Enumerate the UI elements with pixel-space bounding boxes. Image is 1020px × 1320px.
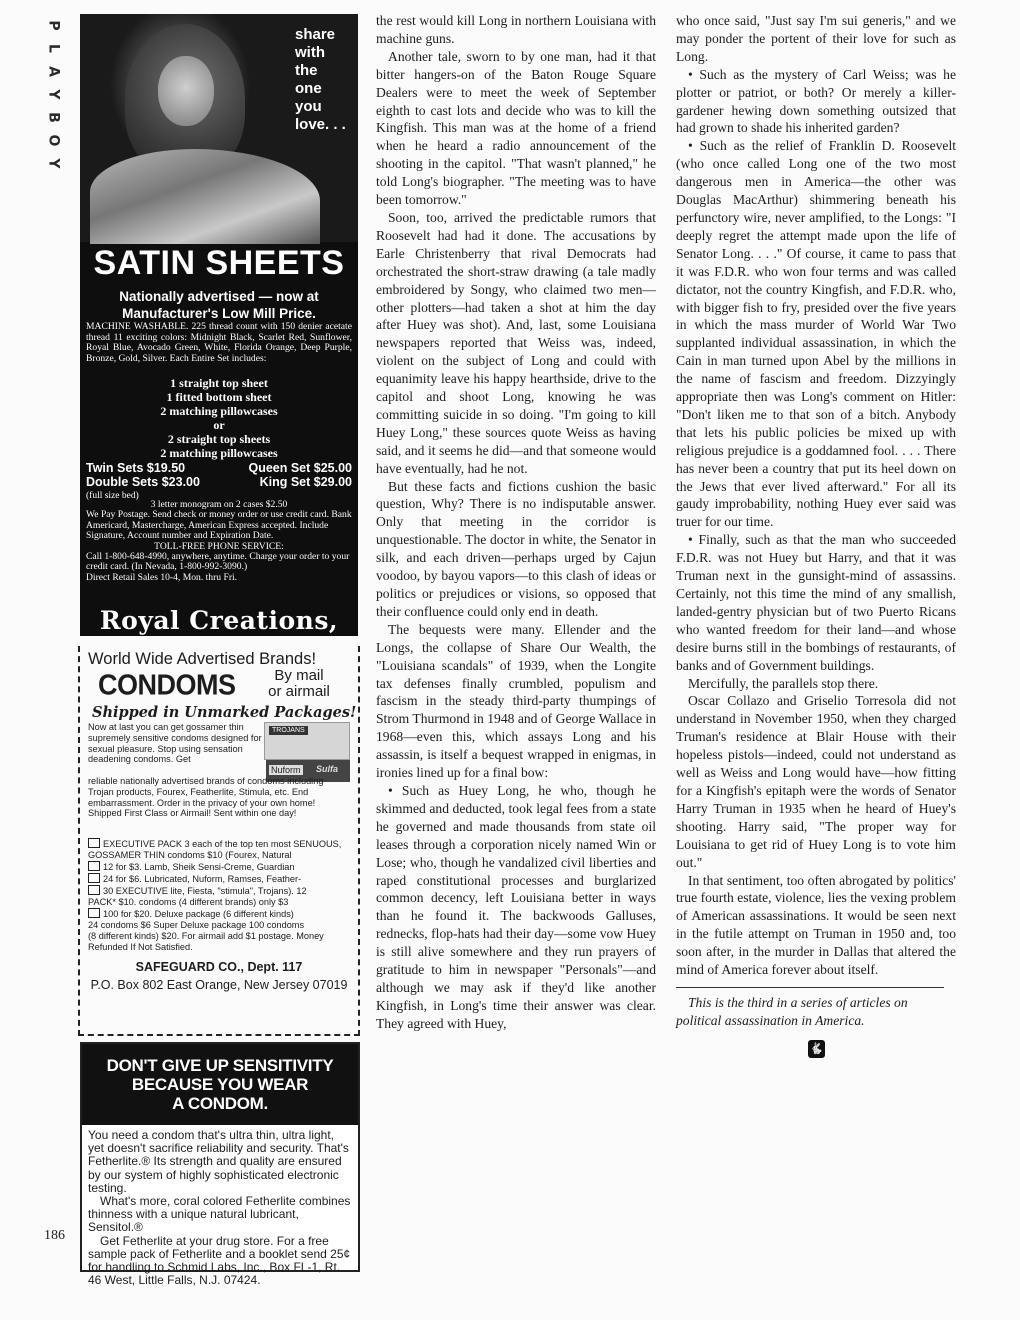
set-line: 1 straight top sheet bbox=[170, 376, 268, 390]
set-line: 1 fitted bottom sheet bbox=[166, 390, 272, 404]
magazine-name: P L A Y B O Y bbox=[45, 20, 62, 169]
set-line: 2 matching pillowcases bbox=[160, 446, 278, 460]
paragraph: Mercifully, the parallels stop there. bbox=[688, 675, 879, 691]
paragraph: • Finally, such as that the man who succeeded F.D.R. was not Huey but Harry, and that it was Truman next in the gunsight-mind of assassins. Certainly, not this time the mind of any smallish, landed-gentry physician but of two Puerto Ricans who wanted freedom for their land—and whose desire burns still in the bombings of restaurants, of banks and of Government buildings. bbox=[676, 532, 956, 673]
offer-line: 24 condoms $6 Super Deluxe package 100 condoms bbox=[88, 920, 305, 930]
phone-heading: TOLL-FREE PHONE SERVICE: bbox=[154, 540, 284, 552]
company-name: Royal Creations, bbox=[99, 606, 339, 635]
ad-tagline: share with the one you love. . . bbox=[295, 26, 346, 133]
ad-paragraph: You need a condom that's ultra thin, ultra light, yet doesn't sacrifice reliability and security. That's Fetherlite.® Its strength and quality are ensured by our system of highly sophisticated electronic testing. bbox=[88, 1128, 349, 1195]
ad-subheadline: Nationally advertised — now at Manufacturer's Low Mill Price. bbox=[119, 289, 319, 321]
rabbit-logo-icon: 🐇 bbox=[808, 1040, 825, 1058]
monogram-note: 3 letter monogram on 2 cases $2.50 bbox=[150, 499, 288, 510]
satin-sheets-ad bbox=[80, 14, 358, 636]
paragraph: who once said, "Just say I'm sui generis," and we may ponder the portent of their love for such as Long. bbox=[676, 13, 956, 64]
ad-description: MACHINE WASHABLE. 225 thread count with 150 denier acetate thread 11 exciting colors: Midnight Black, Scarlet Red, Sunflower, Royal Blue, Avocado Green, White, Florida Orange, Deep Purple, Bronze, Gold, Silver. Each Entire Set includes: bbox=[86, 321, 352, 364]
offer-line: 100 for $20. Deluxe package (6 different kinds) bbox=[88, 908, 350, 920]
set-line: 2 matching pillowcases bbox=[160, 404, 278, 418]
offer-line: EXECUTIVE PACK 3 each of the top ten most SENUOUS, GOSSAMER THIN condoms $10 (Fourex, Natural bbox=[88, 839, 342, 860]
page-number: 186 bbox=[44, 1228, 65, 1243]
ad-intro: Now at last you can get gossamer thin supremely sensitive condoms designed for sexual pleasure. Stop using sensation deadening condoms. Get bbox=[88, 722, 262, 765]
offer-line: 30 EXECUTIVE lite, Fiesta, "stimula", Trojans). 12 bbox=[88, 885, 350, 897]
ad-paragraph: Get Fetherlite at your drug store. For a free sample pack of Fetherlite and a booklet send 25¢ for handling to Schmid Labs, Inc., Box FL-1, Rt. 46 West, Little Falls, N.J. 07424. bbox=[88, 1233, 351, 1288]
ad-paragraph: What's more, coral colored Fetherlite combines thinness with a unique natural lubricant, Sensitol.® bbox=[88, 1194, 351, 1235]
ad-body bbox=[82, 1125, 358, 1287]
ad-title: CONDOMS bbox=[98, 669, 236, 701]
fetherlite-ad bbox=[80, 1042, 360, 1288]
ad-headline: DON'T GIVE UP SENSITIVITY BECAUSE YOU WEAR A CONDOM. bbox=[82, 1044, 358, 1125]
set-line: 2 straight top sheets bbox=[167, 432, 271, 446]
offer-line: 24 for $6. Lubricated, Nuform, Ramses, Feather- bbox=[88, 873, 350, 885]
direct-sales: Direct Retail Sales 10-4, Mon. thru Fri. bbox=[86, 571, 238, 583]
price-item: Queen Set $25.00 bbox=[248, 461, 352, 475]
paragraph: • Such as the relief of Franklin D. Roosevelt (who once called Long one of the two most dangerous men in America—the other was Douglas MacArthur) shimmering beneath his perfunctory wire, never amplified, to the Longs: "I deeply regret the attempt made upon the life of Senator Long. . . ." Of course, it came to pass that it was F.D.R. who won four terms and was called dictator, not the country Kingfish, and F.D.R. who, with bigger fish to fry, presided over the five years in which the mass murder of World War Two supplanted individual assassination, in which the Cain in man turned upon Abel by the millions in the name of fascism and freedom. Dizzyingly appropriate then was Long's comment on Hitler: "Don't liken me to that son of a bitch. Anybody that lets his public policies be mixed up with religious prejudice is a goddamned fool. . . . There has never been a country that put its heel down on the Jews that ever lived afterward." For all its gaudy improbability, nothing Huey ever said was truer for our time. bbox=[676, 138, 956, 530]
company-address: P.O. Box 802 East Orange, New Jersey 07019 bbox=[90, 978, 348, 992]
by-mail: By mail or airmail bbox=[268, 667, 330, 700]
shipped-note: Shipped in Unmarked Packages! bbox=[92, 704, 357, 721]
article-column-1 bbox=[376, 12, 656, 1033]
divider bbox=[676, 987, 944, 988]
offer-line: (8 different kinds) $20. For airmail add $1 postage. Money Refunded If Not Satisfied. bbox=[88, 931, 324, 952]
set-line: or bbox=[213, 418, 225, 432]
paragraph: But these facts and fictions cushion the basic question, Why? There is no indisputable answer. Only that meeting in the corridor is unquestionable. The doctor in white, the Senator in silk, and each driven—perhaps urged by Cajun voodoo, by bayou vapors—to this clash of ideas or politics or prejudices or visions, so opposed that their confluence could only end in death. bbox=[376, 478, 656, 619]
article-column-2 bbox=[676, 12, 956, 1058]
phone-text: Call 1-800-648-4990, anywhere, anytime. Charge your order to your credit card. (In Nevada, 1-800-992-3090.) bbox=[86, 551, 350, 573]
ad-headline: SATIN SHEETS bbox=[93, 244, 345, 282]
series-note: This is the third in a series of articles on political assassination in America. bbox=[676, 994, 908, 1028]
company-name: SAFEGUARD CO., Dept. 117 bbox=[135, 960, 303, 974]
postage-note: We Pay Postage. Send check or money order or use credit card. Bank Americard, Mastercharge, American Express accepted. Include Signature, Account number and Expiration Date. bbox=[86, 509, 352, 542]
package-label: Nuform bbox=[271, 765, 301, 775]
full-size-note: (full size bed) bbox=[86, 491, 139, 501]
paragraph: the rest would kill Long in northern Louisiana with machine guns. bbox=[376, 13, 656, 46]
ad-banner: World Wide Advertised Brands! bbox=[88, 650, 317, 668]
paragraph: In that sentiment, too often abrogated by politics' true fourth estate, violence, lies the vexing problem of American assassinations. It would be seen next in the futile attempt on Truman in 1950 and, too soon after, in the murder in Dallas that altered the mind of America forever about itself. bbox=[676, 872, 956, 978]
package-label: TROJANS bbox=[269, 726, 308, 735]
price-item: Double Sets $23.00 bbox=[86, 475, 200, 489]
order-info bbox=[86, 500, 352, 583]
paragraph: • Such as Huey Long, he who, though he skimmed and deducted, took legal fees from a state he governed and made thousands from state oil leases through a corporation nicely named Win or Lose; who, though he vandalized civil liberties and raped constitutional processes and burglarized common decency, left Louisiana better in ways than he found it. The backwoods Galluses, rednecks, flop-hats had their day—some vow Huey is still alive somewhere and they run prayers of gratitude to him in newspaper "Personals"—and although we may ask if they'd like another Kingfish, in Long's time their answer was clear. They agreed with Huey, bbox=[376, 782, 656, 1031]
condom-ad bbox=[78, 646, 360, 1036]
paragraph: • Such as the mystery of Carl Weiss; was he plotter or patriot, or both? Or merely a killer-gardener hewing down something outsized that had grown to shade his inherited garden? bbox=[676, 66, 956, 136]
price-list bbox=[86, 461, 352, 503]
paragraph: Oscar Collazo and Griselio Torresola did not understand in November 1950, when they charged Truman's residence at Blair House with their hopeless pistols—indeed, could not understand as well as Weiss and Long would have—how fitting for a Kingfish's epitaph were the words of Senator Harry Truman in 1935 when he heard of Huey's shooting. Harry said, "The proper way for Louisiana to get rid of Huey Long is to vote him out." bbox=[676, 693, 956, 870]
offer-line: PACK* $10. condoms (4 different brands) only $3 bbox=[88, 897, 289, 907]
offer-line: 12 for $3. Lamb, Sheik Sensi-Creme, Guardian bbox=[88, 861, 350, 873]
paragraph: Soon, too, arrived the predictable rumors that Roosevelt had had it done. The accusations by Earle Christenberry that rival Democrats had orchestrated the short-straw drawing (a tale madly embroidered by Songy, who claimed two men—other plotters—had taken a shot at him the day after Huey was shot). And, last, some Louisiana newspapers reported that Weiss was, indeed, violent on the subject of Long and could with equanimity leave his happy hearthside, drive to the capitol and shoot Long, knowing he was committing suicide in so doing. "I'm going to kill Huey Long," these sources quote Weiss as having said, and it seems he did—and that someone would have eventually, had he not. bbox=[376, 209, 656, 476]
paragraph: The bequests were many. Ellender and the Longs, the collapse of Share Our Wealth, the "Louisiana scandals" of 1939, when the Longite tax defenses finally crumbled, populism and fascism in the steady third-party thumpings of Strom Thurmond in 1948 and of George Wallace in 1968—even this, which assays Long and his assassin, is itself a bequest wrapped in enigmas, in ironies lined up for a final bow: bbox=[376, 621, 656, 781]
offer-list bbox=[88, 838, 350, 953]
price-item: King Set $29.00 bbox=[259, 475, 352, 489]
set-contents bbox=[86, 376, 352, 460]
package-label: Sulfa bbox=[316, 764, 339, 774]
paragraph: Another tale, sworn to by one man, had it that bitter hangers-on of the Baton Rouge Square Dealers were to meet the week of September eighth to cast lots and decide who was to kill the Kingfish. This man was at the home of a friend when he heard a radio announcement of the shooting in the capitol. "That wasn't planned," he told Long's biographer. "The meeting was to have been tomorrow." bbox=[376, 48, 656, 208]
price-item: Twin Sets $19.50 bbox=[86, 461, 186, 475]
ad-intro-cont: reliable nationally advertised brands of condoms including Trojan products, Fourex, Featherlite, Stimula, etc. End embarrassment. Order in the privacy of your own home! Shipped First Class or Airmail! Sent within one day! bbox=[88, 776, 324, 819]
